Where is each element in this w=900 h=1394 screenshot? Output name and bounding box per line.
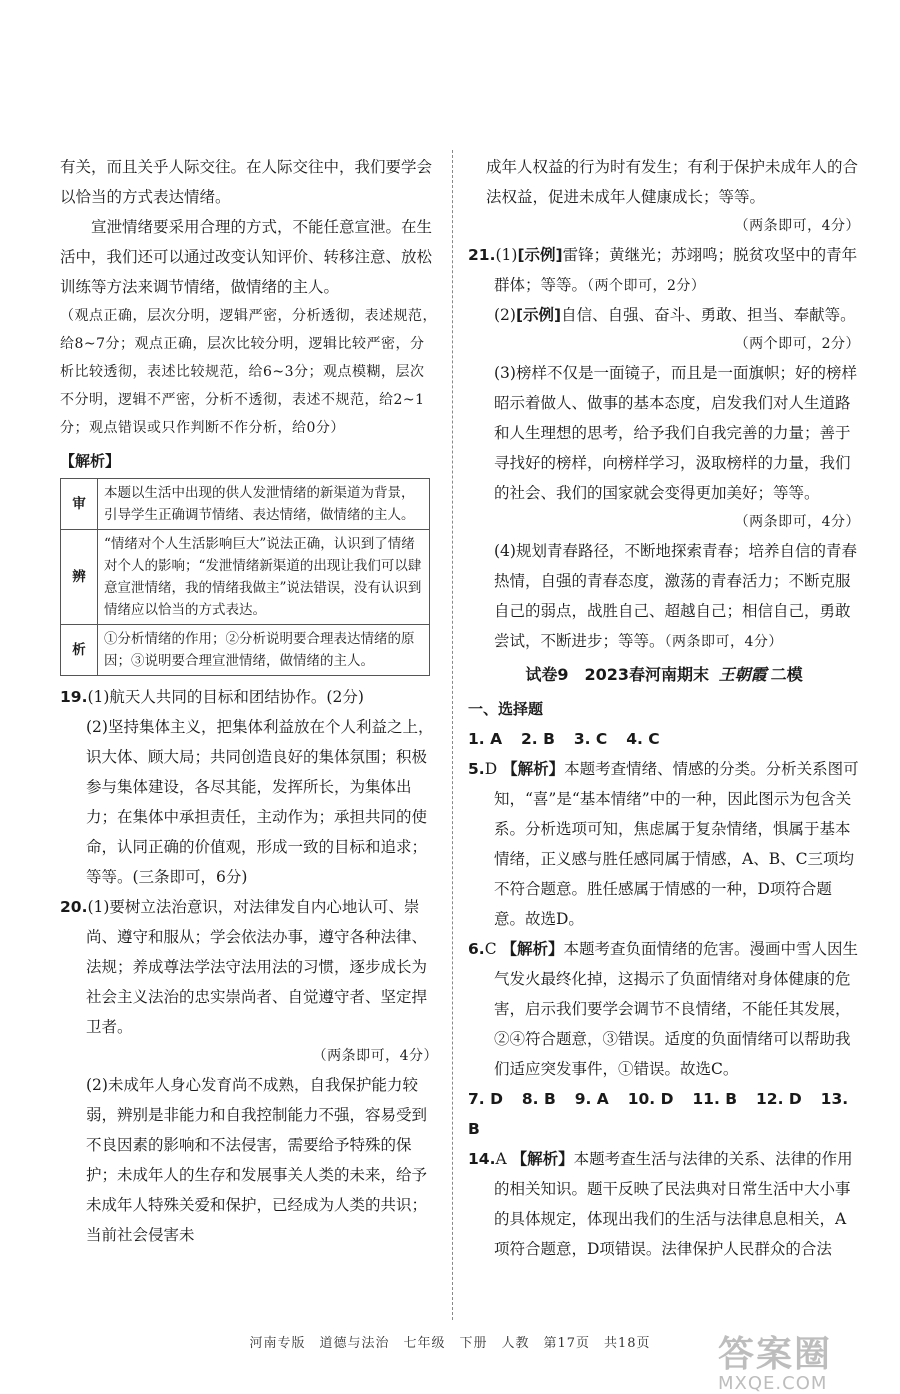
analysis-tag: 【解析】 (511, 1150, 574, 1168)
q21-part-4-score: （两条即可，4分） (664, 634, 783, 650)
example-tag: [示例] (515, 306, 562, 324)
continued-text: 成年人权益的行为时有发生；有利于保护未成年人的合法权益，促进未成年人健康成长；等等。 (486, 158, 859, 206)
exam-title-text: 试卷9 2023春河南期末 (525, 665, 710, 684)
watermark-logo: 答案圈 (718, 1334, 833, 1375)
row-label: 辨 (61, 530, 98, 625)
answer-item: 2. B (521, 730, 555, 748)
table-row (61, 479, 430, 530)
analysis-text: 本题考查生活与法律的关系、法律的作用的相关知识。题干反映了民法典对日常生活中大小事的具体规定，体现出我们的生活与法律息息相关，A项符合题意，D项错误。法律保护人民群众的合法 (494, 1150, 853, 1258)
answer-item: 13. B (468, 1090, 849, 1138)
scoring-criteria: （观点正确，层次分明，逻辑严密，分析透彻，表述规范，给8~7分；观点正确，层次比较分明，逻辑比较严密，分析比较透彻，表述比较规范，给6~3分；观点模糊，层次不分明，逻辑不严密，分析不透彻，表述不规范，给2~1分；观点错误或只作判断不作分析，给0分） (60, 308, 437, 436)
continued-score: （两条即可，4分） (734, 218, 860, 234)
q21-part-3: (3)榜样不仅是一面镜子，而且是一面旗帜；好的榜样昭示着做人、做事的基本态度，启发我们对人生道路和人生理想的思考，给予我们自我完善的力量；善于寻找好的榜样，向榜样学习，汲取榜样的力量，我们的社会、我们的国家就会变得更加美好；等等。 (494, 364, 857, 502)
answer-item: 1. A (468, 730, 503, 748)
analysis-heading: 【解析】 (60, 452, 121, 470)
answer-letter: D (484, 760, 498, 778)
analysis-tag: 【解析】 (501, 940, 564, 958)
question-14 (468, 1144, 860, 1264)
question-6 (468, 934, 860, 1084)
row-text: 本题以生活中出现的供人发泄情绪的新渠道为背景，引导学生正确调节情绪、表达情绪，做情绪的主人。 (98, 479, 430, 530)
row-text: “情绪对个人生活影响巨大”说法正确，认识到了情绪对个人的影响；“发泄情绪新渠道的出现让我们可以肆意宣泄情绪，我的情绪我做主”说法错误，没有认识到情绪应以恰当的方式表达。 (98, 530, 430, 625)
q21-part-2-score: （两个即可，2分） (734, 336, 860, 352)
answer-item: 4. C (626, 730, 660, 748)
question-number: 5. (468, 760, 485, 778)
analysis-text: 本题考查负面情绪的危害。漫画中雪人因生气发火最终化掉，这揭示了负面情绪对身体健康的危害，启示我们要学会调节不良情绪，不能任其发展，②④符合题意，③错误。适度的负面情绪可以帮助我们适应突发事件，①错误。故选C。 (494, 940, 859, 1078)
watermark (718, 1326, 832, 1394)
part-label: (1) (495, 246, 518, 264)
answer-item: 11. B (692, 1090, 738, 1108)
section-title: 一、选择题 (468, 700, 544, 718)
watermark-url: MXQE.COM (718, 1373, 828, 1394)
question-number: 6. (468, 940, 485, 958)
page-footer: 河南专版 道德与法治 七年级 下册 人教 第17页 共18页 (249, 1336, 651, 1351)
q21-part-1: 雷锋；黄继光；苏翊鸣；脱贫攻坚中的青年群体；等等。 (494, 246, 858, 294)
q19-part-2: (2)坚持集体主义，把集体利益放在个人利益之上，识大体、顾大局；共同创造良好的集体氛围；积极参与集体建设，各尽其能，发挥所长，为集体出力；在集体中承担责任，主动作为；承担共同的使命，认同正确的价值观，形成一致的目标和追求；等等。(三条即可，6分) (86, 718, 434, 886)
answer-letter: A (495, 1150, 507, 1168)
question-21 (468, 240, 860, 656)
analysis-table (60, 478, 430, 676)
right-column (468, 152, 860, 1264)
part-label: (2) (494, 306, 516, 324)
q21-part-3-score: （两条即可，4分） (734, 514, 860, 530)
row-label: 析 (61, 625, 98, 676)
analysis-text: 本题考查情绪、情感的分类。分析关系图可知，“喜”是“基本情绪”中的一种，因此图示为包含关系。分析选项可知，焦虑属于复杂情绪，惧属于基本情绪，正义感与胜任感同属于情感，A、B、C三项均不符合题意。胜任感属于情感的一种，D项符合题意。故选D。 (494, 760, 859, 928)
question-number: 21. (468, 246, 496, 264)
table-row (61, 625, 430, 676)
answer-item: 8. B (521, 1090, 556, 1108)
example-tag: [示例] (517, 246, 563, 264)
answer-letter: C (484, 940, 497, 958)
exam-title-suffix: 二模 (770, 665, 803, 684)
left-column (60, 152, 438, 1250)
answers-1-4 (468, 724, 860, 754)
exam-title (468, 660, 860, 690)
answer-item: 7. D (468, 1090, 503, 1108)
left-para-1: 有关，而且关乎人际交往。在人际交往中，我们要学会以恰当的方式表达情绪。 (60, 158, 433, 206)
q19-part-1: (1)航天人共同的目标和团结协作。(2分) (87, 688, 364, 706)
column-divider (452, 150, 453, 1320)
table-row (61, 530, 430, 625)
row-label: 审 (61, 479, 98, 530)
answer-item: 12. D (756, 1090, 802, 1108)
publisher-logo: 王朝霞 (718, 665, 767, 684)
question-5 (468, 754, 860, 934)
q21-part-2: 自信、自强、奋斗、勇敢、担当、奉献等。 (561, 306, 856, 324)
row-text: ①分析情绪的作用；②分析说明要合理表达情绪的原因；③说明要合理宣泄情绪，做情绪的主人。 (98, 625, 430, 676)
question-19 (60, 682, 438, 892)
q20-part-1: (1)要树立法治意识，对法律发自内心地认可、崇尚、遵守和服从；学会依法办事，遵守各种法律、法规；养成尊法学法守法用法的习惯，逐步成长为社会主义法治的忠实崇尚者、自觉遵守者、坚定捍卫者。 (86, 898, 428, 1036)
question-number: 20. (60, 898, 88, 916)
analysis-tag: 【解析】 (502, 760, 565, 778)
q20-part-1-score: （两条即可，4分） (312, 1048, 438, 1064)
question-number: 19. (60, 688, 88, 706)
question-number: 14. (468, 1150, 496, 1168)
answer-item: 10. D (627, 1090, 674, 1108)
question-20 (60, 892, 438, 1250)
left-para-2: 宣泄情绪要采用合理的方式，不能任意宣泄。在生活中，我们还可以通过改变认知评价、转移注意、放松训练等方法来调节情绪，做情绪的主人。 (60, 218, 433, 296)
q21-part-1-score: （两个即可，2分） (587, 278, 706, 294)
answer-item: 9. A (574, 1090, 609, 1108)
q20-part-2: (2)未成年人身心发育尚不成熟，自我保护能力较弱，辨别是非能力和自我控制能力不强，容易受到不良因素的影响和不法侵害，需要给予特殊的保护；未成年人的生存和发展事关人类的未来，给予未成年人特殊关爱和保护，已经成为人类的共识；当前社会侵害未 (86, 1076, 428, 1244)
answer-item: 3. C (573, 730, 608, 748)
q21-part-4: (4)规划青春路径，不断地探索青春；培养自信的青春热情，自强的青春态度，激荡的青春活力；不断克服自己的弱点，战胜自己、超越自己；相信自己，勇敢尝试，不断进步；等等。 (494, 542, 857, 650)
answers-7-13 (468, 1084, 860, 1144)
